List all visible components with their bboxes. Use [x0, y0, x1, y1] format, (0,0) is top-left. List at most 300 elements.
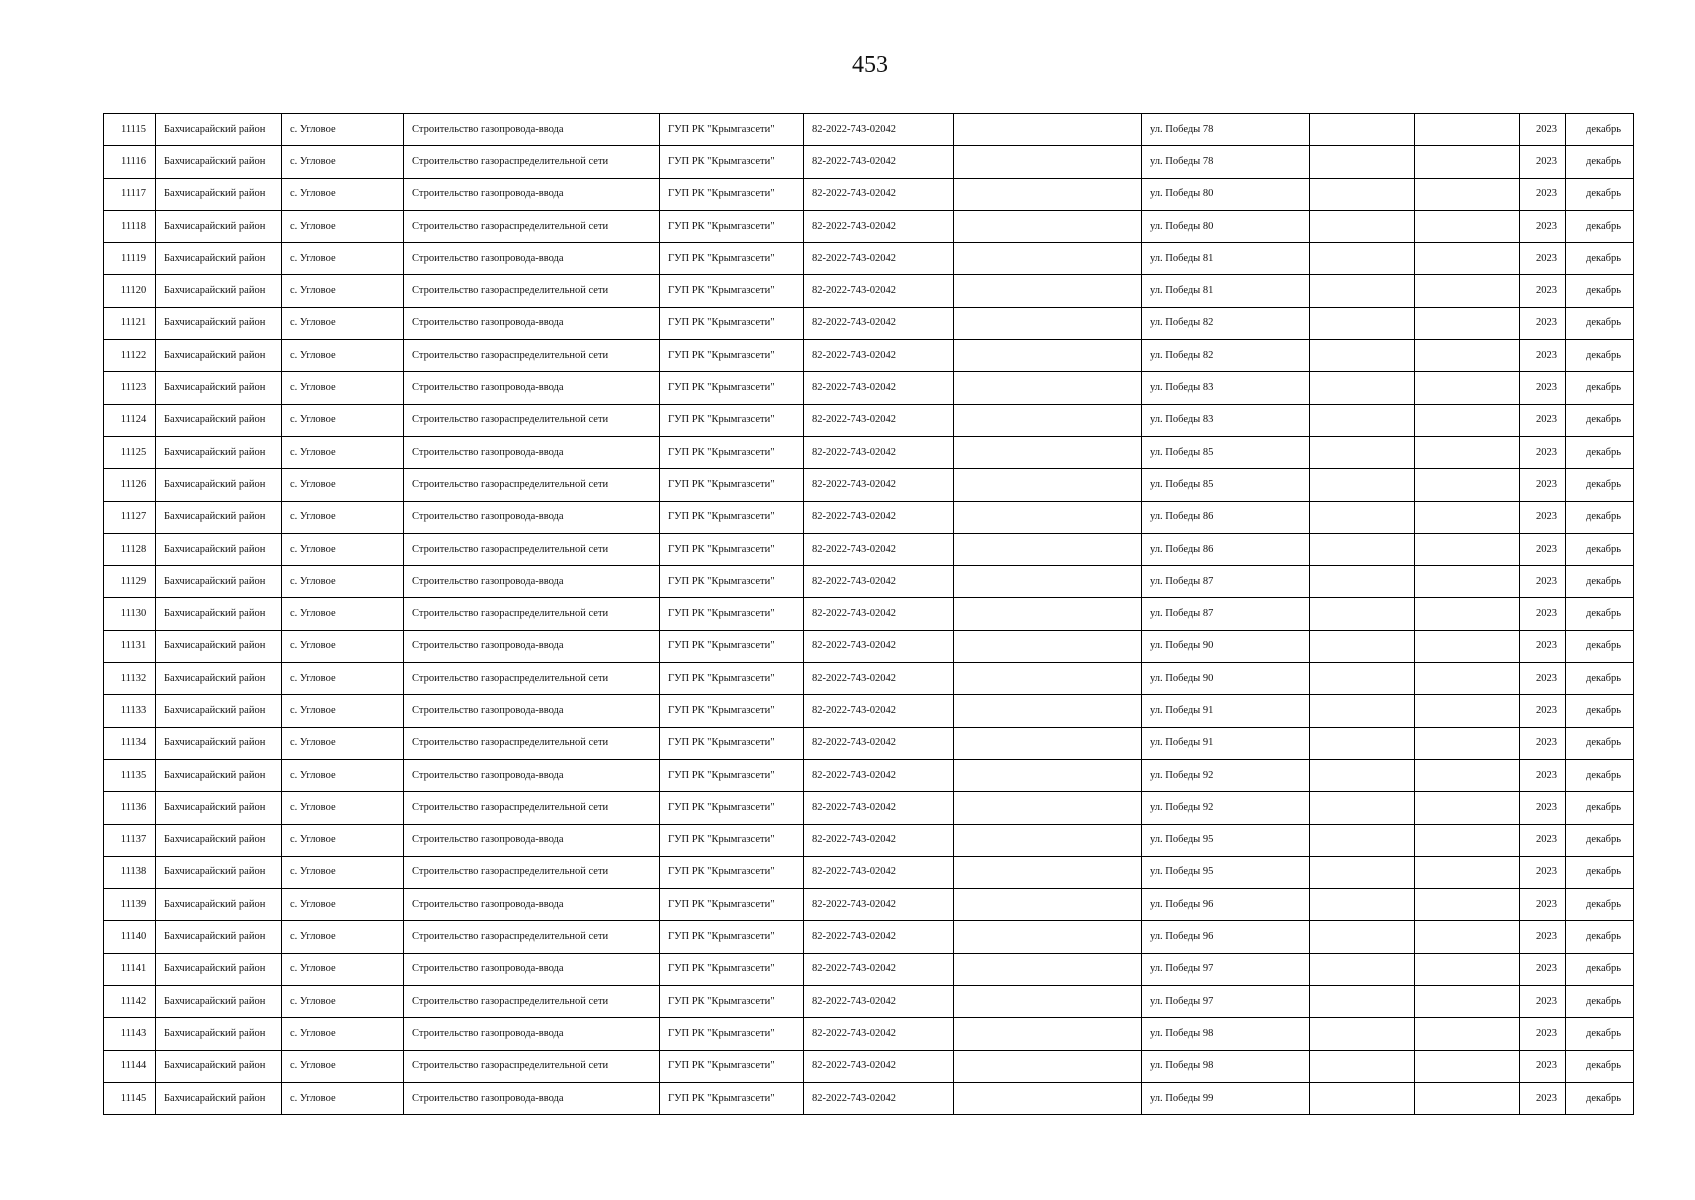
organization-cell: ГУП РК "Крымгазсети" — [660, 243, 804, 275]
empty-cell — [1310, 856, 1415, 888]
empty-cell — [954, 759, 1142, 791]
table-row — [104, 921, 1634, 953]
year-cell: 2023 — [1520, 566, 1566, 598]
year-cell: 2023 — [1520, 953, 1566, 985]
district-cell: Бахчисарайский район — [156, 727, 282, 759]
empty-cell — [1415, 210, 1520, 242]
address-cell: ул. Победы 83 — [1142, 372, 1310, 404]
table-row — [104, 146, 1634, 178]
program-code-cell: 82-2022-743-02042 — [804, 986, 954, 1018]
registry-table — [103, 113, 1634, 1115]
address-cell: ул. Победы 99 — [1142, 1082, 1310, 1114]
empty-cell — [1310, 275, 1415, 307]
district-cell: Бахчисарайский район — [156, 307, 282, 339]
work-type-cell: Строительство газопровода-ввода — [404, 759, 660, 791]
year-cell: 2023 — [1520, 598, 1566, 630]
settlement-cell: с. Угловое — [282, 533, 404, 565]
empty-cell — [1415, 178, 1520, 210]
empty-cell — [954, 695, 1142, 727]
empty-cell — [954, 307, 1142, 339]
program-code-cell: 82-2022-743-02042 — [804, 566, 954, 598]
organization-cell: ГУП РК "Крымгазсети" — [660, 146, 804, 178]
district-cell: Бахчисарайский район — [156, 1050, 282, 1082]
district-cell: Бахчисарайский район — [156, 275, 282, 307]
organization-cell: ГУП РК "Крымгазсети" — [660, 986, 804, 1018]
address-cell: ул. Победы 87 — [1142, 598, 1310, 630]
empty-cell — [1415, 372, 1520, 404]
month-cell: декабрь — [1566, 889, 1634, 921]
month-cell: декабрь — [1566, 856, 1634, 888]
empty-cell — [1310, 1018, 1415, 1050]
empty-cell — [954, 243, 1142, 275]
work-type-cell: Строительство газораспределительной сети — [404, 598, 660, 630]
district-cell: Бахчисарайский район — [156, 953, 282, 985]
work-type-cell: Строительство газопровода-ввода — [404, 501, 660, 533]
year-cell: 2023 — [1520, 533, 1566, 565]
empty-cell — [1310, 178, 1415, 210]
empty-cell — [1310, 663, 1415, 695]
table-row — [104, 307, 1634, 339]
year-cell: 2023 — [1520, 469, 1566, 501]
district-cell: Бахчисарайский район — [156, 1018, 282, 1050]
district-cell: Бахчисарайский район — [156, 598, 282, 630]
empty-cell — [1310, 243, 1415, 275]
empty-cell — [1415, 598, 1520, 630]
table-row — [104, 598, 1634, 630]
month-cell: декабрь — [1566, 727, 1634, 759]
program-code-cell: 82-2022-743-02042 — [804, 695, 954, 727]
year-cell: 2023 — [1520, 889, 1566, 921]
month-cell: декабрь — [1566, 630, 1634, 662]
year-cell: 2023 — [1520, 404, 1566, 436]
empty-cell — [954, 275, 1142, 307]
table-row — [104, 824, 1634, 856]
settlement-cell: с. Угловое — [282, 146, 404, 178]
table-row — [104, 469, 1634, 501]
month-cell: декабрь — [1566, 340, 1634, 372]
row-number: 11145 — [104, 1082, 156, 1114]
year-cell: 2023 — [1520, 146, 1566, 178]
empty-cell — [1310, 469, 1415, 501]
settlement-cell: с. Угловое — [282, 695, 404, 727]
program-code-cell: 82-2022-743-02042 — [804, 243, 954, 275]
empty-cell — [1415, 533, 1520, 565]
month-cell: декабрь — [1566, 404, 1634, 436]
table-row — [104, 243, 1634, 275]
table-row — [104, 533, 1634, 565]
empty-cell — [1310, 114, 1415, 146]
settlement-cell: с. Угловое — [282, 436, 404, 468]
row-number: 11133 — [104, 695, 156, 727]
empty-cell — [954, 792, 1142, 824]
program-code-cell: 82-2022-743-02042 — [804, 178, 954, 210]
month-cell: декабрь — [1566, 533, 1634, 565]
empty-cell — [954, 953, 1142, 985]
empty-cell — [954, 533, 1142, 565]
work-type-cell: Строительство газопровода-ввода — [404, 630, 660, 662]
settlement-cell: с. Угловое — [282, 953, 404, 985]
settlement-cell: с. Угловое — [282, 275, 404, 307]
table-body — [104, 114, 1634, 1115]
program-code-cell: 82-2022-743-02042 — [804, 630, 954, 662]
work-type-cell: Строительство газораспределительной сети — [404, 856, 660, 888]
year-cell: 2023 — [1520, 727, 1566, 759]
empty-cell — [1415, 953, 1520, 985]
empty-cell — [954, 1050, 1142, 1082]
empty-cell — [1310, 824, 1415, 856]
month-cell: декабрь — [1566, 178, 1634, 210]
district-cell: Бахчисарайский район — [156, 501, 282, 533]
district-cell: Бахчисарайский район — [156, 792, 282, 824]
district-cell: Бахчисарайский район — [156, 663, 282, 695]
year-cell: 2023 — [1520, 986, 1566, 1018]
work-type-cell: Строительство газопровода-ввода — [404, 566, 660, 598]
program-code-cell: 82-2022-743-02042 — [804, 436, 954, 468]
empty-cell — [1310, 598, 1415, 630]
month-cell: декабрь — [1566, 566, 1634, 598]
year-cell: 2023 — [1520, 695, 1566, 727]
program-code-cell: 82-2022-743-02042 — [804, 856, 954, 888]
year-cell: 2023 — [1520, 824, 1566, 856]
district-cell: Бахчисарайский район — [156, 533, 282, 565]
work-type-cell: Строительство газораспределительной сети — [404, 663, 660, 695]
organization-cell: ГУП РК "Крымгазсети" — [660, 1018, 804, 1050]
row-number: 11139 — [104, 889, 156, 921]
empty-cell — [954, 824, 1142, 856]
table-row — [104, 759, 1634, 791]
district-cell: Бахчисарайский район — [156, 889, 282, 921]
address-cell: ул. Победы 86 — [1142, 501, 1310, 533]
year-cell: 2023 — [1520, 663, 1566, 695]
table-row — [104, 1018, 1634, 1050]
program-code-cell: 82-2022-743-02042 — [804, 146, 954, 178]
district-cell: Бахчисарайский район — [156, 630, 282, 662]
program-code-cell: 82-2022-743-02042 — [804, 501, 954, 533]
row-number: 11129 — [104, 566, 156, 598]
program-code-cell: 82-2022-743-02042 — [804, 727, 954, 759]
address-cell: ул. Победы 91 — [1142, 695, 1310, 727]
empty-cell — [1415, 663, 1520, 695]
work-type-cell: Строительство газораспределительной сети — [404, 404, 660, 436]
row-number: 11125 — [104, 436, 156, 468]
row-number: 11134 — [104, 727, 156, 759]
settlement-cell: с. Угловое — [282, 340, 404, 372]
empty-cell — [954, 566, 1142, 598]
empty-cell — [954, 501, 1142, 533]
district-cell: Бахчисарайский район — [156, 146, 282, 178]
table-row — [104, 695, 1634, 727]
program-code-cell: 82-2022-743-02042 — [804, 598, 954, 630]
program-code-cell: 82-2022-743-02042 — [804, 533, 954, 565]
district-cell: Бахчисарайский район — [156, 824, 282, 856]
row-number: 11120 — [104, 275, 156, 307]
district-cell: Бахчисарайский район — [156, 243, 282, 275]
organization-cell: ГУП РК "Крымгазсети" — [660, 856, 804, 888]
settlement-cell: с. Угловое — [282, 469, 404, 501]
empty-cell — [1310, 921, 1415, 953]
district-cell: Бахчисарайский район — [156, 695, 282, 727]
address-cell: ул. Победы 91 — [1142, 727, 1310, 759]
month-cell: декабрь — [1566, 275, 1634, 307]
table-row — [104, 436, 1634, 468]
empty-cell — [954, 598, 1142, 630]
program-code-cell: 82-2022-743-02042 — [804, 404, 954, 436]
settlement-cell: с. Угловое — [282, 856, 404, 888]
program-code-cell: 82-2022-743-02042 — [804, 1082, 954, 1114]
organization-cell: ГУП РК "Крымгазсети" — [660, 114, 804, 146]
empty-cell — [954, 114, 1142, 146]
organization-cell: ГУП РК "Крымгазсети" — [660, 340, 804, 372]
row-number: 11127 — [104, 501, 156, 533]
program-code-cell: 82-2022-743-02042 — [804, 469, 954, 501]
organization-cell: ГУП РК "Крымгазсети" — [660, 695, 804, 727]
empty-cell — [1415, 469, 1520, 501]
program-code-cell: 82-2022-743-02042 — [804, 210, 954, 242]
empty-cell — [1310, 727, 1415, 759]
organization-cell: ГУП РК "Крымгазсети" — [660, 824, 804, 856]
work-type-cell: Строительство газопровода-ввода — [404, 307, 660, 339]
month-cell: декабрь — [1566, 953, 1634, 985]
row-number: 11115 — [104, 114, 156, 146]
work-type-cell: Строительство газораспределительной сети — [404, 469, 660, 501]
address-cell: ул. Победы 82 — [1142, 307, 1310, 339]
organization-cell: ГУП РК "Крымгазсети" — [660, 275, 804, 307]
row-number: 11143 — [104, 1018, 156, 1050]
address-cell: ул. Победы 78 — [1142, 114, 1310, 146]
empty-cell — [1310, 566, 1415, 598]
program-code-cell: 82-2022-743-02042 — [804, 792, 954, 824]
empty-cell — [1415, 340, 1520, 372]
empty-cell — [1415, 759, 1520, 791]
settlement-cell: с. Угловое — [282, 114, 404, 146]
month-cell: декабрь — [1566, 792, 1634, 824]
row-number: 11130 — [104, 598, 156, 630]
organization-cell: ГУП РК "Крымгазсети" — [660, 210, 804, 242]
district-cell: Бахчисарайский район — [156, 404, 282, 436]
empty-cell — [954, 727, 1142, 759]
table-row — [104, 727, 1634, 759]
settlement-cell: с. Угловое — [282, 1050, 404, 1082]
empty-cell — [954, 1018, 1142, 1050]
organization-cell: ГУП РК "Крымгазсети" — [660, 727, 804, 759]
empty-cell — [954, 630, 1142, 662]
empty-cell — [1415, 566, 1520, 598]
year-cell: 2023 — [1520, 501, 1566, 533]
table-row — [104, 566, 1634, 598]
month-cell: декабрь — [1566, 1050, 1634, 1082]
organization-cell: ГУП РК "Крымгазсети" — [660, 533, 804, 565]
district-cell: Бахчисарайский район — [156, 566, 282, 598]
year-cell: 2023 — [1520, 1018, 1566, 1050]
work-type-cell: Строительство газопровода-ввода — [404, 372, 660, 404]
month-cell: декабрь — [1566, 986, 1634, 1018]
settlement-cell: с. Угловое — [282, 501, 404, 533]
organization-cell: ГУП РК "Крымгазсети" — [660, 566, 804, 598]
table-row — [104, 275, 1634, 307]
organization-cell: ГУП РК "Крымгазсети" — [660, 663, 804, 695]
empty-cell — [1310, 372, 1415, 404]
settlement-cell: с. Угловое — [282, 243, 404, 275]
empty-cell — [954, 856, 1142, 888]
organization-cell: ГУП РК "Крымгазсети" — [660, 792, 804, 824]
work-type-cell: Строительство газопровода-ввода — [404, 243, 660, 275]
organization-cell: ГУП РК "Крымгазсети" — [660, 759, 804, 791]
work-type-cell: Строительство газопровода-ввода — [404, 178, 660, 210]
program-code-cell: 82-2022-743-02042 — [804, 824, 954, 856]
row-number: 11136 — [104, 792, 156, 824]
address-cell: ул. Победы 82 — [1142, 340, 1310, 372]
row-number: 11138 — [104, 856, 156, 888]
table-row — [104, 501, 1634, 533]
month-cell: декабрь — [1566, 114, 1634, 146]
address-cell: ул. Победы 96 — [1142, 921, 1310, 953]
address-cell: ул. Победы 95 — [1142, 824, 1310, 856]
address-cell: ул. Победы 85 — [1142, 436, 1310, 468]
settlement-cell: с. Угловое — [282, 921, 404, 953]
month-cell: декабрь — [1566, 307, 1634, 339]
settlement-cell: с. Угловое — [282, 566, 404, 598]
year-cell: 2023 — [1520, 759, 1566, 791]
table-row — [104, 1050, 1634, 1082]
empty-cell — [954, 404, 1142, 436]
year-cell: 2023 — [1520, 275, 1566, 307]
address-cell: ул. Победы 83 — [1142, 404, 1310, 436]
empty-cell — [1415, 114, 1520, 146]
organization-cell: ГУП РК "Крымгазсети" — [660, 889, 804, 921]
work-type-cell: Строительство газопровода-ввода — [404, 953, 660, 985]
address-cell: ул. Победы 98 — [1142, 1018, 1310, 1050]
work-type-cell: Строительство газораспределительной сети — [404, 792, 660, 824]
district-cell: Бахчисарайский район — [156, 921, 282, 953]
empty-cell — [1310, 340, 1415, 372]
row-number: 11128 — [104, 533, 156, 565]
year-cell: 2023 — [1520, 243, 1566, 275]
row-number: 11135 — [104, 759, 156, 791]
district-cell: Бахчисарайский район — [156, 210, 282, 242]
table-row — [104, 340, 1634, 372]
row-number: 11140 — [104, 921, 156, 953]
empty-cell — [1310, 210, 1415, 242]
district-cell: Бахчисарайский район — [156, 759, 282, 791]
empty-cell — [1415, 727, 1520, 759]
empty-cell — [954, 921, 1142, 953]
row-number: 11123 — [104, 372, 156, 404]
organization-cell: ГУП РК "Крымгазсети" — [660, 501, 804, 533]
table-row — [104, 856, 1634, 888]
program-code-cell: 82-2022-743-02042 — [804, 307, 954, 339]
program-code-cell: 82-2022-743-02042 — [804, 1050, 954, 1082]
row-number: 11118 — [104, 210, 156, 242]
row-number: 11121 — [104, 307, 156, 339]
organization-cell: ГУП РК "Крымгазсети" — [660, 953, 804, 985]
month-cell: декабрь — [1566, 243, 1634, 275]
district-cell: Бахчисарайский район — [156, 114, 282, 146]
empty-cell — [954, 178, 1142, 210]
address-cell: ул. Победы 97 — [1142, 953, 1310, 985]
settlement-cell: с. Угловое — [282, 210, 404, 242]
empty-cell — [1310, 1082, 1415, 1114]
month-cell: декабрь — [1566, 921, 1634, 953]
table-row — [104, 372, 1634, 404]
empty-cell — [954, 372, 1142, 404]
table-row — [104, 663, 1634, 695]
month-cell: декабрь — [1566, 501, 1634, 533]
work-type-cell: Строительство газораспределительной сети — [404, 921, 660, 953]
page-number: 453 — [852, 52, 888, 78]
settlement-cell: с. Угловое — [282, 1018, 404, 1050]
empty-cell — [1415, 986, 1520, 1018]
empty-cell — [1415, 824, 1520, 856]
table-row — [104, 889, 1634, 921]
empty-cell — [1415, 436, 1520, 468]
settlement-cell: с. Угловое — [282, 727, 404, 759]
year-cell: 2023 — [1520, 114, 1566, 146]
address-cell: ул. Победы 86 — [1142, 533, 1310, 565]
address-cell: ул. Победы 81 — [1142, 243, 1310, 275]
settlement-cell: с. Угловое — [282, 986, 404, 1018]
district-cell: Бахчисарайский район — [156, 340, 282, 372]
month-cell: декабрь — [1566, 1082, 1634, 1114]
empty-cell — [1415, 856, 1520, 888]
empty-cell — [1415, 275, 1520, 307]
address-cell: ул. Победы 92 — [1142, 792, 1310, 824]
settlement-cell: с. Угловое — [282, 404, 404, 436]
settlement-cell: с. Угловое — [282, 630, 404, 662]
settlement-cell: с. Угловое — [282, 824, 404, 856]
row-number: 11144 — [104, 1050, 156, 1082]
row-number: 11141 — [104, 953, 156, 985]
empty-cell — [1415, 1082, 1520, 1114]
address-cell: ул. Победы 78 — [1142, 146, 1310, 178]
empty-cell — [1310, 404, 1415, 436]
empty-cell — [954, 146, 1142, 178]
month-cell: декабрь — [1566, 663, 1634, 695]
empty-cell — [1415, 1018, 1520, 1050]
month-cell: декабрь — [1566, 759, 1634, 791]
empty-cell — [1415, 889, 1520, 921]
organization-cell: ГУП РК "Крымгазсети" — [660, 598, 804, 630]
organization-cell: ГУП РК "Крымгазсети" — [660, 307, 804, 339]
address-cell: ул. Победы 95 — [1142, 856, 1310, 888]
empty-cell — [1415, 307, 1520, 339]
district-cell: Бахчисарайский район — [156, 372, 282, 404]
work-type-cell: Строительство газораспределительной сети — [404, 533, 660, 565]
row-number: 11137 — [104, 824, 156, 856]
organization-cell: ГУП РК "Крымгазсети" — [660, 178, 804, 210]
row-number: 11126 — [104, 469, 156, 501]
district-cell: Бахчисарайский район — [156, 178, 282, 210]
program-code-cell: 82-2022-743-02042 — [804, 1018, 954, 1050]
year-cell: 2023 — [1520, 372, 1566, 404]
table-row — [104, 630, 1634, 662]
month-cell: декабрь — [1566, 372, 1634, 404]
program-code-cell: 82-2022-743-02042 — [804, 921, 954, 953]
work-type-cell: Строительство газораспределительной сети — [404, 340, 660, 372]
row-number: 11116 — [104, 146, 156, 178]
organization-cell: ГУП РК "Крымгазсети" — [660, 372, 804, 404]
month-cell: декабрь — [1566, 146, 1634, 178]
program-code-cell: 82-2022-743-02042 — [804, 114, 954, 146]
organization-cell: ГУП РК "Крымгазсети" — [660, 469, 804, 501]
address-cell: ул. Победы 90 — [1142, 663, 1310, 695]
address-cell: ул. Победы 97 — [1142, 986, 1310, 1018]
work-type-cell: Строительство газораспределительной сети — [404, 727, 660, 759]
address-cell: ул. Победы 80 — [1142, 210, 1310, 242]
month-cell: декабрь — [1566, 469, 1634, 501]
district-cell: Бахчисарайский район — [156, 436, 282, 468]
row-number: 11124 — [104, 404, 156, 436]
empty-cell — [1310, 307, 1415, 339]
